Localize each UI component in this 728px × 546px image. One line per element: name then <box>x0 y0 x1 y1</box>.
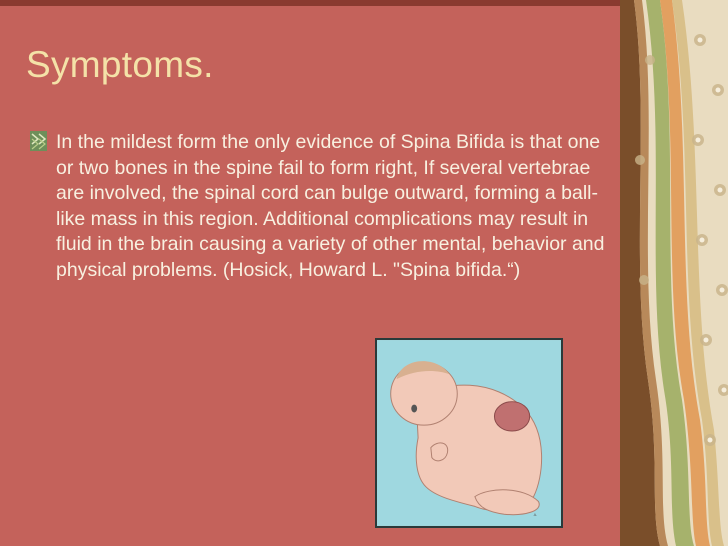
bullet-icon <box>30 131 47 151</box>
top-band <box>0 0 620 6</box>
slide-title: Symptoms. <box>26 44 214 85</box>
body-paragraph: In the mildest form the only evidence of Spina Bifida is that one or two bones in the spine fail to form right, If several vertebrae are involved, the spinal cord can bulge outward, forming a ball-like mass in this region. Additional complications may result in fluid in the brain causing a variety of other mental, behavior and physical problems. (Hosick, Howard L. "Spina bifida.“) <box>56 131 605 281</box>
baby-illustration <box>375 338 563 528</box>
svg-text:A.: A. <box>533 512 538 518</box>
decorative-floral-panel <box>620 0 728 546</box>
